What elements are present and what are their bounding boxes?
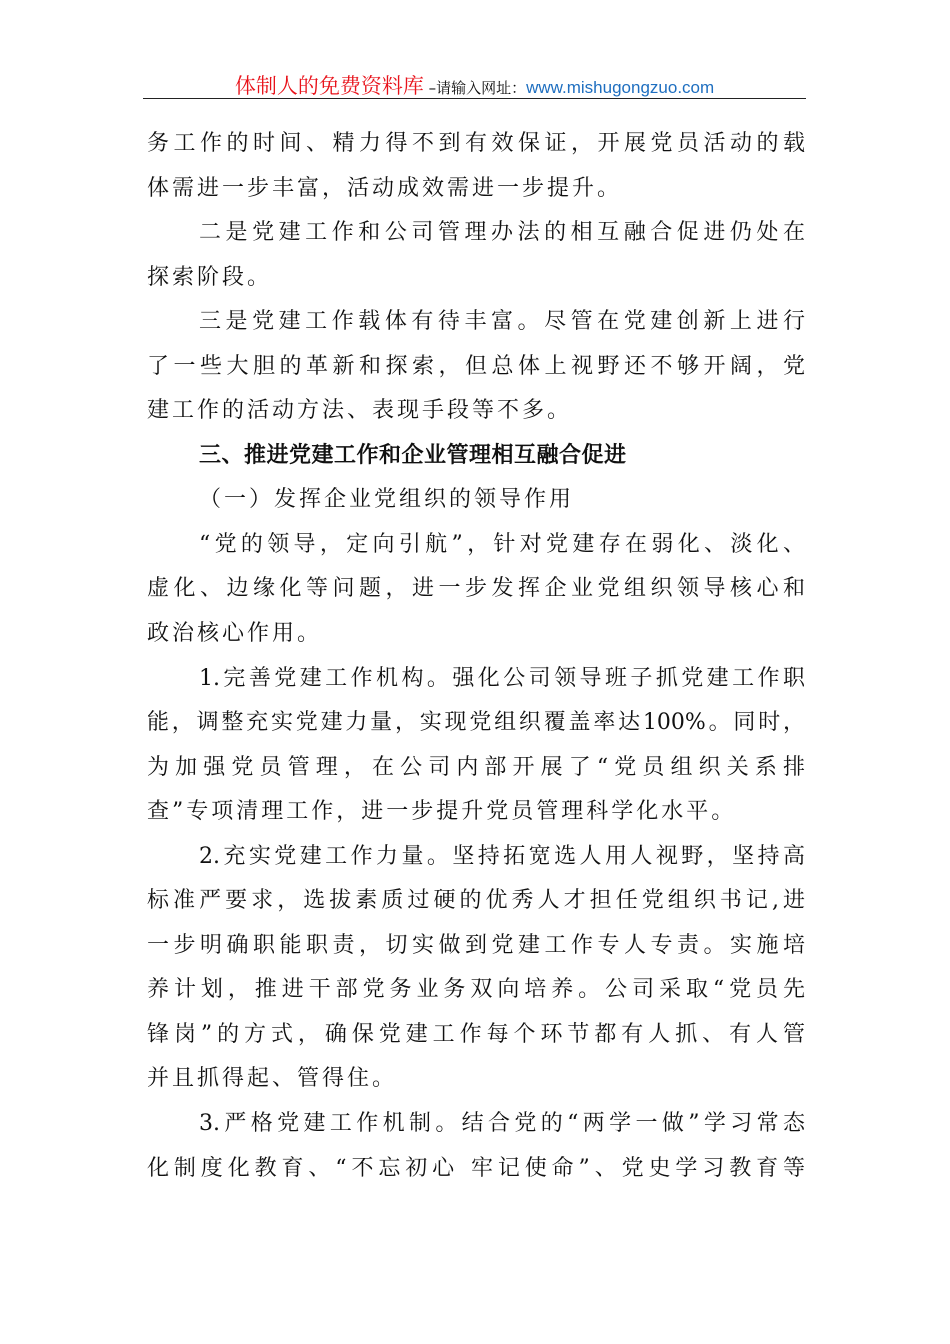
- site-name: 体制人的免费资料库: [234, 74, 424, 98]
- page-header: [143, 70, 806, 99]
- section-heading: 三、推进党建工作和企业管理相互融合促进: [199, 442, 627, 468]
- text-line: 标准严要求，选拔素质过硬的优秀人才担任党组织书记,进: [147, 888, 805, 914]
- text-line: 体需进一步丰富，活动成效需进一步提升。: [147, 175, 623, 201]
- text-line: 三是党建工作载体有待丰富。尽管在党建创新上进行: [199, 309, 805, 335]
- text-line: 查”专项清理工作，进一步提升党员管理科学化水平。: [147, 799, 737, 825]
- text-line: 1.完善党建工作机构。强化公司领导班子抓党建工作职: [199, 665, 805, 691]
- text-line: 能，调整充实党建力量，实现党组织覆盖率达100%。同时，: [147, 710, 805, 736]
- text-line: 养计划，推进干部党务业务双向培养。公司采取“党员先: [147, 977, 805, 1003]
- text-line: 虚化、边缘化等问题，进一步发挥企业党组织领导核心和: [147, 576, 805, 602]
- text-line: 建工作的活动方法、表现手段等不多。: [147, 398, 573, 424]
- text-line: 为加强党员管理，在公司内部开展了“党员组织关系排: [147, 754, 805, 780]
- text-line: 并且抓得起、管得住。: [147, 1066, 398, 1092]
- document-body: [147, 122, 805, 1191]
- text-line: 了一些大胆的革新和探索，但总体上视野还不够开阔，党: [147, 353, 805, 379]
- text-line: 化制度化教育、“不忘初心 牢记使命”、党史学习教育等: [147, 1155, 805, 1181]
- text-line: 政治核心作用。: [147, 621, 323, 647]
- text-line: 探索阶段。: [147, 264, 273, 290]
- text-line: 2.充实党建工作力量。坚持拓宽选人用人视野，坚持高: [199, 843, 805, 869]
- text-line: 3.严格党建工作机制。结合党的“两学一做”学习常态: [199, 1111, 805, 1137]
- url-prompt: –请输入网址：: [423, 79, 527, 97]
- text-line: 一步明确职能职责，切实做到党建工作专人专责。实施培: [147, 932, 805, 958]
- text-line: 务工作的时间、精力得不到有效保证，开展党员活动的载: [147, 131, 805, 156]
- site-url[interactable]: www.mishugongzuo.com: [526, 78, 715, 97]
- text-line: “党的领导，定向引航”，针对党建存在弱化、淡化、: [199, 531, 805, 557]
- text-line: 二是党建工作和公司管理办法的相互融合促进仍处在: [199, 220, 805, 246]
- text-line: （一）发挥企业党组织的领导作用: [199, 487, 575, 513]
- text-line: 锋岗”的方式，确保党建工作每个环节都有人抓、有人管: [147, 1021, 805, 1047]
